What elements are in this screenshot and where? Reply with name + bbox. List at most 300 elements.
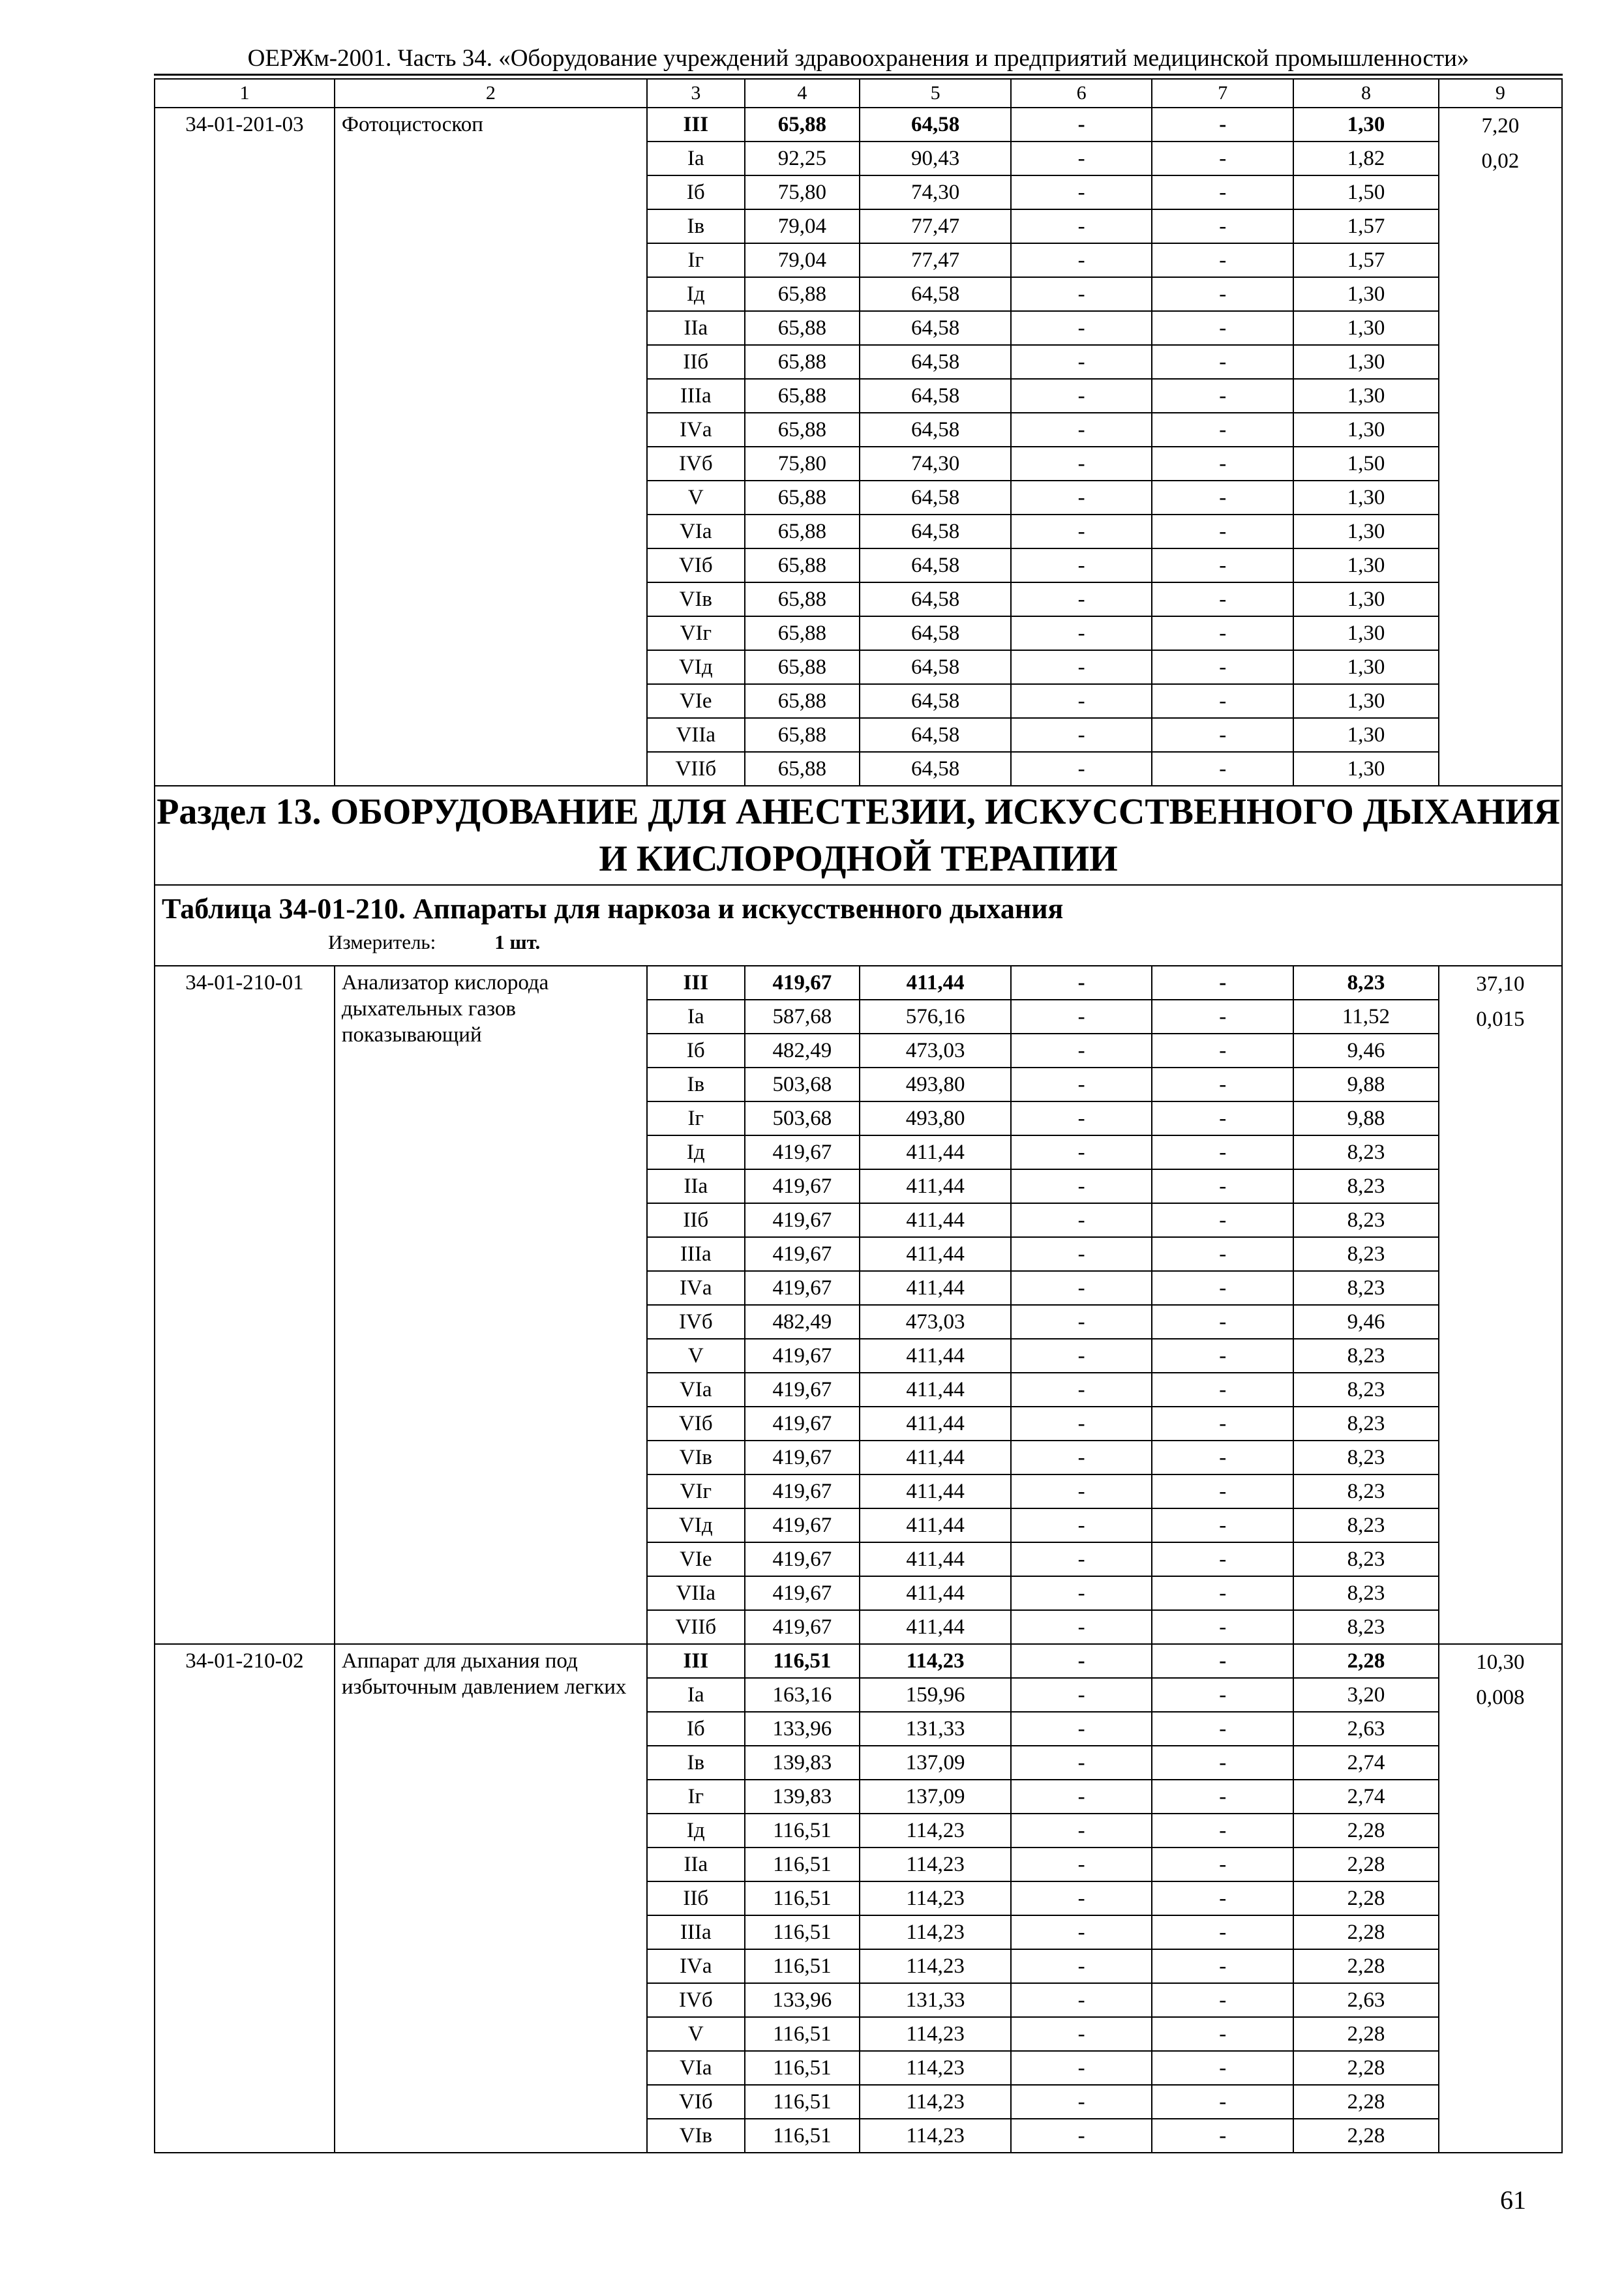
table-cell: 419,67 [745,1135,860,1169]
table-cell: 65,88 [745,481,860,515]
table-cell: - [1152,1508,1293,1542]
column-header: 9 [1439,79,1562,108]
table-cell: 2,28 [1293,2085,1438,2119]
table-cell: 64,58 [860,311,1011,345]
table-cell: VIд [647,650,745,684]
table-cell: 8,23 [1293,1576,1438,1610]
table-cell: - [1152,481,1293,515]
table-cell: 137,09 [860,1746,1011,1780]
table-cell: 116,51 [745,2119,860,2153]
table-cell: - [1152,1101,1293,1135]
table-cell: IIа [647,1848,745,1881]
table-cell: - [1152,1203,1293,1237]
table-cell: 114,23 [860,1848,1011,1881]
table-cell: 419,67 [745,1576,860,1610]
column-header: 7 [1152,79,1293,108]
table-cell: - [1011,1339,1152,1373]
table-cell: - [1152,142,1293,175]
table-cell: - [1152,718,1293,752]
table-cell: 116,51 [745,2085,860,2119]
table-cell: 64,58 [860,548,1011,582]
table-cell: - [1152,1373,1293,1407]
table-cell: - [1152,650,1293,684]
table-cell: 79,04 [745,209,860,243]
table-cell: 64,58 [860,379,1011,413]
table-cell: III [647,966,745,1000]
table-cell: - [1011,447,1152,481]
table-cell: Iг [647,243,745,277]
table-cell: Iв [647,1746,745,1780]
table-cell: - [1011,1000,1152,1034]
table-cell: 1,30 [1293,345,1438,379]
table-cell: 133,96 [745,1712,860,1746]
table-cell: Iб [647,1034,745,1068]
table-cell: 64,58 [860,481,1011,515]
table-cell: 419,67 [745,1169,860,1203]
table-cell: 139,83 [745,1780,860,1814]
table-cell: - [1011,1373,1152,1407]
table-cell: - [1152,684,1293,718]
table-cell: - [1152,1780,1293,1814]
column-header-row [155,79,1562,108]
table-cell: 131,33 [860,1712,1011,1746]
table-cell: 163,16 [745,1678,860,1712]
table-cell: Iа [647,142,745,175]
table-cell: - [1152,1237,1293,1271]
table-cell: VIIб [647,752,745,786]
table-row [155,1644,1562,1678]
table-cell: 75,80 [745,175,860,209]
table-cell: 411,44 [860,1407,1011,1441]
table-cell: V [647,481,745,515]
table-cell: 114,23 [860,1814,1011,1848]
table-cell: 114,23 [860,2085,1011,2119]
table-cell: - [1011,277,1152,311]
table-cell: 419,67 [745,1271,860,1305]
table-cell: 2,28 [1293,1881,1438,1915]
table-cell: 2,28 [1293,1814,1438,1848]
table-cell: 90,43 [860,142,1011,175]
table-cell: 65,88 [745,616,860,650]
item-name: Фотоцистоскоп [335,108,647,786]
table-cell: 64,58 [860,345,1011,379]
table-cell: 64,58 [860,718,1011,752]
table-cell: - [1152,1915,1293,1949]
table-cell: VIе [647,684,745,718]
table-cell: - [1011,718,1152,752]
table-cell: 64,58 [860,616,1011,650]
table-cell: 419,67 [745,1474,860,1508]
table-cell: 131,33 [860,1983,1011,2017]
table-cell: 8,23 [1293,1508,1438,1542]
table-cell: 159,96 [860,1678,1011,1712]
table-cell: 116,51 [745,1915,860,1949]
table-cell: 64,58 [860,277,1011,311]
table-cell: - [1011,1678,1152,1712]
table-cell: 65,88 [745,277,860,311]
table-cell: 9,46 [1293,1305,1438,1339]
table-cell: - [1152,2017,1293,2051]
table-cell: 1,30 [1293,650,1438,684]
table-cell: - [1152,1949,1293,1983]
table-cell: - [1011,413,1152,447]
table-cell: 473,03 [860,1305,1011,1339]
table-title: Таблица 34-01-210. Аппараты для наркоза и искусственного дыхания [162,893,1064,925]
table-body [155,79,1562,2153]
table-cell: - [1011,616,1152,650]
table-cell: Iв [647,1068,745,1101]
table-cell: 114,23 [860,2051,1011,2085]
table-cell: 493,80 [860,1068,1011,1101]
table-cell: 65,88 [745,515,860,548]
column-9-value: 10,30 [1476,1651,1525,1674]
item-column-9 [1439,108,1562,786]
table-cell: - [1011,2085,1152,2119]
table-cell: 419,67 [745,1237,860,1271]
table-cell: - [1011,175,1152,209]
table-cell: 419,67 [745,1441,860,1474]
table-cell: VIв [647,1441,745,1474]
table-cell: 8,23 [1293,1339,1438,1373]
table-cell: 114,23 [860,1949,1011,1983]
table-cell: 2,28 [1293,1949,1438,1983]
table-cell: 8,23 [1293,966,1438,1000]
table-cell: - [1011,243,1152,277]
table-cell: - [1152,1000,1293,1034]
table-cell: 1,30 [1293,752,1438,786]
table-cell: Iа [647,1000,745,1034]
table-cell: 8,23 [1293,1407,1438,1441]
table-cell: IIб [647,1881,745,1915]
table-cell: VIе [647,1542,745,1576]
table-cell: - [1011,142,1152,175]
table-cell: 114,23 [860,2119,1011,2153]
table-cell: 1,30 [1293,379,1438,413]
table-title-row [155,885,1562,966]
table-cell: 116,51 [745,1814,860,1848]
table-cell: - [1011,650,1152,684]
table-cell: IVа [647,1949,745,1983]
table-cell: - [1152,1034,1293,1068]
table-cell: IVа [647,413,745,447]
table-cell: - [1011,582,1152,616]
section-title: Раздел 13. ОБОРУДОВАНИЕ ДЛЯ АНЕСТЕЗИИ, ИСКУССТВЕННОГО ДЫХАНИЯ И КИСЛОРОДНОЙ ТЕРАПИИ [155,786,1562,885]
table-cell: Iд [647,277,745,311]
table-cell: 137,09 [860,1780,1011,1814]
measure-label: Измеритель: [328,931,436,953]
table-cell: 8,23 [1293,1474,1438,1508]
table-cell: - [1011,966,1152,1000]
table-cell: IVб [647,1305,745,1339]
table-cell: Iд [647,1814,745,1848]
table-cell: 2,74 [1293,1746,1438,1780]
table-cell: IIIа [647,1915,745,1949]
table-cell: - [1152,1169,1293,1203]
table-cell: 8,23 [1293,1203,1438,1237]
table-cell: 493,80 [860,1101,1011,1135]
table-cell: - [1011,1169,1152,1203]
item-column-9 [1439,1644,1562,2153]
table-cell: VIв [647,582,745,616]
table-cell: - [1011,1712,1152,1746]
table-cell: 65,88 [745,752,860,786]
table-cell: 133,96 [745,1983,860,2017]
table-cell: 75,80 [745,447,860,481]
table-cell: - [1011,2119,1152,2153]
table-cell: 482,49 [745,1034,860,1068]
table-cell: 1,82 [1293,142,1438,175]
table-cell: - [1011,209,1152,243]
table-cell: - [1152,379,1293,413]
measure-line [162,929,1561,956]
table-cell: - [1152,447,1293,481]
column-header: 3 [647,79,745,108]
table-cell: 114,23 [860,1644,1011,1678]
table-cell: - [1011,1881,1152,1915]
table-cell: - [1152,1407,1293,1441]
table-cell: 2,28 [1293,1848,1438,1881]
table-cell: 2,28 [1293,1644,1438,1678]
table-cell: VIIа [647,1576,745,1610]
table-cell: 116,51 [745,2051,860,2085]
table-cell: 2,74 [1293,1780,1438,1814]
table-cell: 503,68 [745,1101,860,1135]
table-cell: 139,83 [745,1746,860,1780]
table-cell: 419,67 [745,1508,860,1542]
table-cell: - [1152,2119,1293,2153]
table-cell: - [1011,1949,1152,1983]
table-cell: - [1152,1474,1293,1508]
column-9-value: 7,20 [1481,114,1520,138]
table-cell: 1,30 [1293,548,1438,582]
table-cell: 2,63 [1293,1983,1438,2017]
table-cell: VIв [647,2119,745,2153]
column-9-value: 0,02 [1481,149,1520,173]
table-cell: IIб [647,345,745,379]
table-cell: 411,44 [860,1373,1011,1407]
table-cell: 411,44 [860,1203,1011,1237]
page-header: ОЕРЖм-2001. Часть 34. «Оборудование учреждений здравоохранения и предприятий медицинской промышленности» [247,45,1469,72]
table-cell: 64,58 [860,515,1011,548]
table-cell: - [1152,413,1293,447]
column-header: 2 [335,79,647,108]
table-cell: 419,67 [745,1203,860,1237]
table-cell: VIа [647,2051,745,2085]
table-cell: - [1011,752,1152,786]
table-cell: 1,57 [1293,243,1438,277]
table-cell: - [1011,1644,1152,1678]
table-cell: 411,44 [860,1169,1011,1203]
table-cell: 1,30 [1293,311,1438,345]
table-cell: - [1011,1034,1152,1068]
table-cell: - [1152,966,1293,1000]
table-cell: 411,44 [860,1135,1011,1169]
column-header: 5 [860,79,1011,108]
table-cell: 64,58 [860,752,1011,786]
table-cell: 1,30 [1293,277,1438,311]
table-cell: 9,88 [1293,1068,1438,1101]
table-cell: - [1152,1983,1293,2017]
table-cell: 64,58 [860,684,1011,718]
table-cell: - [1011,1474,1152,1508]
table-cell: Iг [647,1101,745,1135]
table-cell: - [1011,1508,1152,1542]
table-cell: III [647,1644,745,1678]
item-name: Аппарат для дыхания под избыточным давлением легких [335,1644,647,2153]
table-cell: - [1152,209,1293,243]
table-cell: 576,16 [860,1000,1011,1034]
table-cell: 116,51 [745,1881,860,1915]
table-cell: 1,30 [1293,481,1438,515]
column-header: 6 [1011,79,1152,108]
table-cell: - [1152,345,1293,379]
table-cell: - [1011,1542,1152,1576]
measure-value: 1 шт. [494,931,541,953]
table-cell: 65,88 [745,684,860,718]
column-9-value: 37,10 [1476,972,1525,996]
table-cell: 1,50 [1293,175,1438,209]
column-9-value: 0,008 [1476,1686,1525,1709]
table-cell: VIа [647,515,745,548]
table-cell: - [1152,752,1293,786]
table-cell: - [1011,1780,1152,1814]
column-header: 4 [745,79,860,108]
table-cell: - [1152,277,1293,311]
table-cell: 419,67 [745,1373,860,1407]
table-cell: - [1152,175,1293,209]
table-cell: - [1152,582,1293,616]
table-cell: 1,30 [1293,616,1438,650]
table-cell: 2,28 [1293,2017,1438,2051]
table-cell: VIг [647,1474,745,1508]
table-cell: 8,23 [1293,1237,1438,1271]
table-cell: - [1011,1848,1152,1881]
table-cell: - [1152,1746,1293,1780]
table-cell: 411,44 [860,1610,1011,1644]
table-cell: - [1011,1271,1152,1305]
rates-table [154,78,1563,2153]
table-cell: - [1011,481,1152,515]
table-cell: - [1011,1135,1152,1169]
table-cell: 2,63 [1293,1712,1438,1746]
table-cell: 419,67 [745,1542,860,1576]
column-9-value: 0,015 [1476,1008,1525,1031]
table-cell: - [1152,1712,1293,1746]
table-cell: - [1011,345,1152,379]
table-cell: - [1152,1881,1293,1915]
table-cell: 79,04 [745,243,860,277]
table-cell: 64,58 [860,582,1011,616]
table-cell: - [1152,515,1293,548]
table-cell: IVб [647,1983,745,2017]
table-cell: - [1011,1305,1152,1339]
table-cell: 65,88 [745,548,860,582]
table-cell: VIг [647,616,745,650]
table-cell: - [1011,1237,1152,1271]
table-cell: 77,47 [860,243,1011,277]
page-number: 61 [1500,2185,1526,2215]
table-cell: 1,30 [1293,413,1438,447]
table-cell: 9,46 [1293,1034,1438,1068]
table-cell: - [1011,379,1152,413]
table-cell: 2,28 [1293,2119,1438,2153]
table-cell: - [1152,108,1293,142]
table-cell: 74,30 [860,447,1011,481]
table-cell: 1,30 [1293,582,1438,616]
table-cell: - [1011,1814,1152,1848]
table-cell: IVа [647,1271,745,1305]
column-header: 8 [1293,79,1438,108]
table-cell: VIб [647,1407,745,1441]
table-cell: Iг [647,1780,745,1814]
table-cell: 116,51 [745,2017,860,2051]
table-cell: - [1011,1610,1152,1644]
table-cell: - [1011,1068,1152,1101]
column-header: 1 [155,79,335,108]
table-cell: 65,88 [745,718,860,752]
table-cell: 65,88 [745,379,860,413]
table-cell: 419,67 [745,1339,860,1373]
table-cell: - [1011,108,1152,142]
table-cell: VIд [647,1508,745,1542]
table-cell: 77,47 [860,209,1011,243]
table-cell: - [1152,2051,1293,2085]
table-cell: IVб [647,447,745,481]
table-cell: VIб [647,2085,745,2119]
table-cell: - [1152,1814,1293,1848]
table-cell: III [647,108,745,142]
table-cell: - [1152,1068,1293,1101]
table-cell: 3,20 [1293,1678,1438,1712]
table-cell: 1,57 [1293,209,1438,243]
table-cell: 65,88 [745,311,860,345]
header-rule [154,74,1563,76]
table-cell: - [1011,1407,1152,1441]
item-column-9 [1439,966,1562,1644]
table-cell: 64,58 [860,413,1011,447]
table-cell: - [1011,684,1152,718]
table-cell: - [1152,1305,1293,1339]
table-cell: 65,88 [745,108,860,142]
table-cell: 419,67 [745,1407,860,1441]
table-cell: - [1152,1610,1293,1644]
table-cell: 8,23 [1293,1169,1438,1203]
table-cell: 473,03 [860,1034,1011,1068]
table-cell: 1,50 [1293,447,1438,481]
table-cell: - [1011,311,1152,345]
table-cell: 8,23 [1293,1271,1438,1305]
table-row [155,108,1562,142]
table-cell: 411,44 [860,1441,1011,1474]
table-cell: - [1152,243,1293,277]
table-cell: VIб [647,548,745,582]
table-cell: - [1152,1271,1293,1305]
section-row [155,786,1562,885]
table-cell: 8,23 [1293,1441,1438,1474]
table-cell: 419,67 [745,966,860,1000]
table-cell: 419,67 [745,1610,860,1644]
table-cell: 114,23 [860,1915,1011,1949]
table-cell: 92,25 [745,142,860,175]
table-cell: 116,51 [745,1949,860,1983]
table-cell: V [647,2017,745,2051]
table-cell: - [1011,1203,1152,1237]
table-cell: - [1011,1101,1152,1135]
table-cell: 411,44 [860,1542,1011,1576]
table-cell: IIа [647,1169,745,1203]
table-row [155,966,1562,1000]
table-cell: 587,68 [745,1000,860,1034]
